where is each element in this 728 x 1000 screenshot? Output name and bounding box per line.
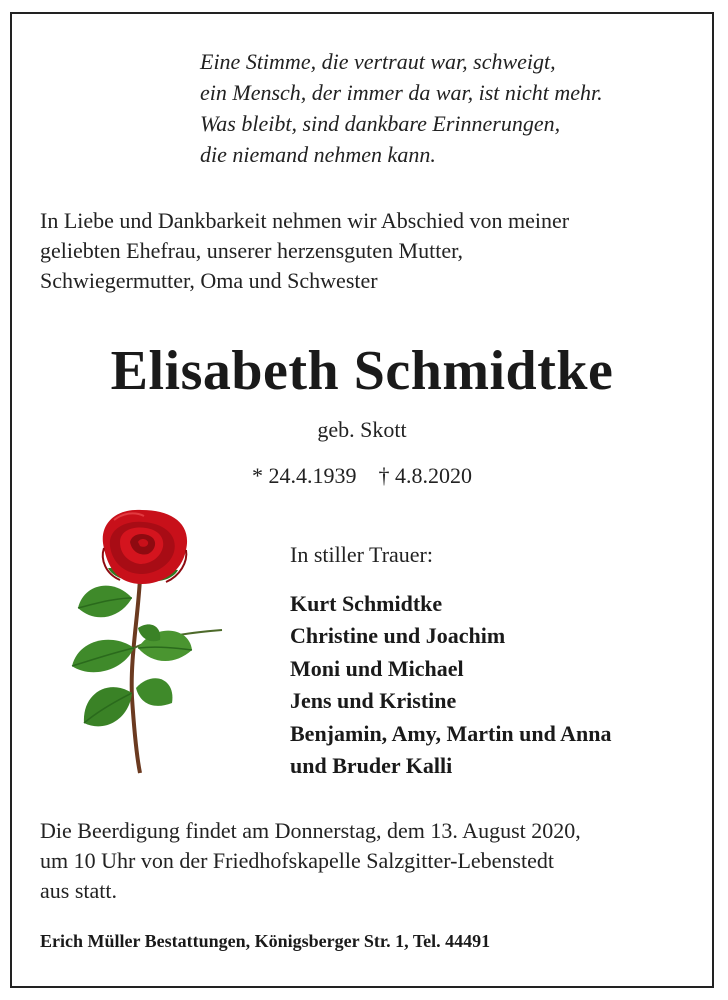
intro-line: geliebten Ehefrau, unserer herzensguten Mutter, [40, 238, 464, 263]
poem-line: Was bleibt, sind dankbare Erinnerungen, [200, 111, 561, 136]
poem-line: die niemand nehmen kann. [200, 142, 436, 167]
poem-line: ein Mensch, der immer da war, ist nicht mehr. [200, 80, 603, 105]
list-item: und Bruder Kalli [290, 753, 453, 779]
red-rose-icon [54, 498, 234, 778]
intro-text [40, 206, 569, 296]
maiden-name: geb. Skott [317, 417, 407, 442]
mourners-list [290, 588, 612, 782]
life-dates [12, 462, 712, 490]
poem [200, 46, 603, 170]
birth-date: * 24.4.1939 [252, 463, 357, 488]
list-item: Benjamin, Amy, Martin und Anna [290, 720, 612, 746]
funeral-line: Die Beerdigung findet am Donnerstag, dem 13. August 2020, [40, 818, 581, 843]
list-item: Jens und Kristine [290, 688, 457, 714]
funeral-line: um 10 Uhr von der Friedhofskapelle Salzgitter-Lebenstedt [40, 848, 554, 873]
funeral-home-footer: Erich Müller Bestattungen, Königsberger Str. 1, Tel. 44491 [40, 931, 491, 951]
poem-line: Eine Stimme, die vertraut war, schweigt, [200, 49, 556, 74]
deceased-name: Elisabeth Schmidtke [110, 340, 614, 402]
funeral-info [40, 816, 581, 906]
intro-line: Schwiegermutter, Oma und Schwester [40, 268, 378, 293]
list-item: Christine und Joachim [290, 623, 506, 649]
mourning-label: In stiller Trauer: [290, 542, 433, 567]
funeral-line: aus statt. [40, 878, 117, 903]
death-date: † 4.8.2020 [378, 463, 472, 488]
intro-line: In Liebe und Dankbarkeit nehmen wir Abschied von meiner [40, 208, 570, 233]
list-item: Kurt Schmidtke [290, 591, 443, 616]
obituary-card [10, 12, 714, 988]
list-item: Moni und Michael [290, 655, 464, 681]
